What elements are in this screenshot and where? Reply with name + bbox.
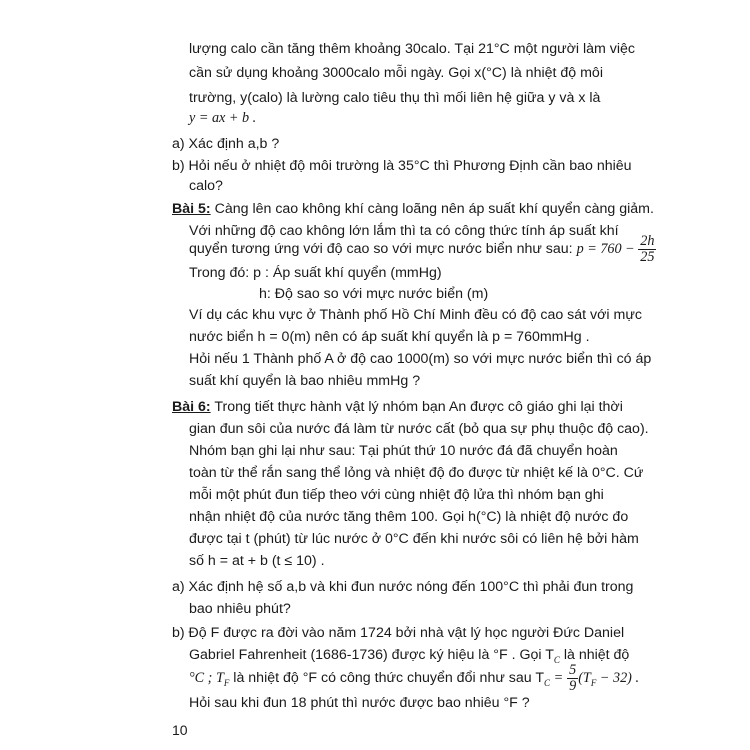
prob5-line-5: nước biển h = 0(m) nên có áp suất khí quyển là p = 760mmHg . — [189, 329, 590, 345]
pressure-formula — [576, 233, 657, 266]
prob6-part-a-line-2: bao nhiêu phút? — [189, 601, 291, 617]
prob6-b2-text: Gabriel Fahrenheit (1686-1736) được ký hiệu là °F . Gọi T — [189, 647, 554, 663]
prob5-where-2: h: Độ sao so với mực nước biển (m) — [259, 286, 489, 302]
prob6-b3-close: − 32) . — [596, 670, 640, 686]
conversion-fraction — [567, 663, 578, 694]
prob6-label: Bài 6: — [172, 399, 211, 415]
intro-line-3: trường, y(calo) là lường calo tiêu thụ thì mối liên hệ giữa y và x là — [189, 90, 601, 106]
prob6-b3-sub2: C — [544, 677, 551, 688]
prob5-line-6: Hỏi nếu 1 Thành phố A ở độ cao 1000(m) so với mực nước biển thì có áp — [189, 351, 652, 367]
prob6-b3-sub3: F — [590, 677, 597, 688]
intro-line-4: y = ax + b . — [189, 110, 257, 126]
intro-line-2: cần sử dụng khoảng 3000calo mỗi ngày. Gọi x(°C) là nhiệt độ môi — [189, 65, 603, 81]
prob6-part-a-line-1: a) Xác định hệ số a,b và khi đun nước nóng đến 100°C thì phải đun trong — [172, 579, 634, 595]
prob5-line-3 — [189, 232, 656, 266]
prob6-b2-end: là nhiệt độ — [559, 647, 630, 663]
prob6-line-3: Nhóm bạn ghi lại như sau: Tại phút thứ 10 nước đá đã chuyển hoàn — [189, 443, 618, 459]
prob4-part-a: a) Xác định a,b ? — [172, 136, 280, 152]
prob6-b3-eq: = — [550, 670, 564, 686]
prob5-where-1: Trong đó: p : Áp suất khí quyển (mmHg) — [189, 265, 442, 281]
prob5-line-2: Với những độ cao không lớn lắm thì ta có công thức tính áp suất khí — [189, 223, 619, 239]
prob5-text-3: quyển tương ứng với độ cao so với mực nước biển như sau: — [189, 241, 577, 257]
prob5-line-1 — [172, 200, 654, 218]
page-number: 10 — [172, 722, 188, 738]
prob6-b2-sub: C — [553, 654, 560, 665]
prob6-b3-end: (T — [578, 670, 591, 686]
prob6-part-b-line-3 — [189, 662, 639, 694]
prob6-line-4: toàn từ thể rắn sang thể lỏng và nhiệt độ đo được từ nhiệt kế là 0°C. Cứ — [189, 465, 644, 481]
prob6-line-1 — [172, 398, 623, 416]
prob6-line-8: số h = at + b (t ≤ 10) . — [189, 553, 325, 569]
prob5-line-4: Ví dụ các khu vực ở Thành phố Hồ Chí Minh đều có độ cao sát với mực — [189, 307, 642, 323]
formula-denominator: 25 — [640, 249, 655, 266]
prob6-b3-sub: F — [223, 677, 230, 688]
conversion-denominator: 9 — [569, 677, 577, 694]
prob6-part-b-line-4: Hỏi sau khi đun 18 phút thì nước được bao nhiêu °F ? — [189, 695, 530, 711]
prob4-part-b-line-2: calo? — [189, 178, 223, 194]
prob5-label: Bài 5: — [172, 201, 211, 217]
prob6-b3-a: °C ; T — [189, 670, 224, 686]
conversion-numerator: 5 — [569, 661, 577, 678]
prob6-text-1: Trong tiết thực hành vật lý nhóm bạn An được cô giáo ghi lại thời — [210, 399, 623, 415]
formula-lhs: p = 760 − — [576, 241, 635, 257]
prob4-part-b-line-1: b) Hỏi nếu ở nhiệt độ môi trường là 35°C thì Phương Định cần bao nhiêu — [172, 158, 632, 174]
prob6-b3-b: là nhiệt độ °F có công thức chuyển đổi như sau T — [229, 670, 545, 686]
prob5-text-1: Càng lên cao không khí càng loãng nên áp suất khí quyển càng giảm. — [210, 201, 654, 217]
prob6-line-2: gian đun sôi của nước đá làm từ nước cất (bỏ qua sự phụ thuộc độ cao). — [189, 421, 649, 437]
formula-numerator: 2h — [640, 233, 655, 250]
formula-fraction — [638, 234, 656, 265]
prob5-line-7: suất khí quyển là bao nhiêu mmHg ? — [189, 373, 421, 389]
prob6-line-5: mỗi một phút đun tiếp theo với cùng nhiệt độ lửa thì nhóm bạn ghi — [189, 487, 604, 503]
prob6-line-6: nhận nhiệt độ của nước tăng thêm 100. Gọi h(°C) là nhiệt độ nước đo — [189, 509, 629, 525]
prob6-part-b-line-1: b) Độ F được ra đời vào năm 1724 bởi nhà vật lý học người Đức Daniel — [172, 625, 625, 641]
intro-line-1: lượng calo cần tăng thêm khoảng 30calo. Tại 21°C một người làm việc — [189, 41, 636, 57]
prob6-line-7: được tại t (phút) từ lúc nước ở 0°C đến khi nước sôi có liên hệ bởi hàm — [189, 531, 639, 547]
